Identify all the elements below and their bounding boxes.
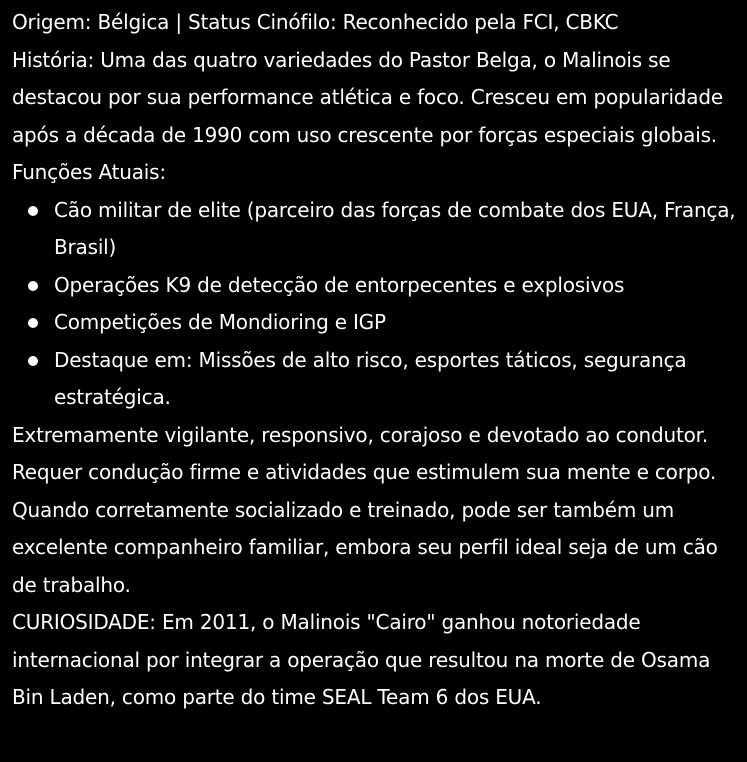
curiosity-paragraph: CURIOSIDADE: Em 2011, o Malinois "Cairo" ganhou notoriedade internacional por integrar a operação que resultou na morte de Osama Bin Laden, como parte do time SEAL Team 6 dos EUA.: [12, 610, 711, 709]
functions-heading: Funções Atuais:: [12, 160, 166, 184]
list-item: [12, 342, 739, 417]
list-item-text: Operações K9 de detecção de entorpecentes e explosivos: [54, 272, 625, 297]
list-item: [12, 304, 739, 342]
history-paragraph: História: Uma das quatro variedades do Pastor Belga, o Malinois se destacou por sua performance atlética e foco. Cresceu em popularidade após a década de 1990 com uso crescente por forças especiais globais.: [12, 47, 723, 147]
bullet-icon: [28, 206, 38, 216]
bullet-icon: [28, 281, 38, 291]
list-item: [12, 267, 739, 305]
temperament-paragraph: Extremamente vigilante, responsivo, corajoso e devotado ao condutor. Requer condução firme e atividades que estimulem sua mente e corpo. Quando corretamente socializado e treinado, pode ser também um excelente companheiro familiar, embora seu perfil ideal seja de um cão de trabalho.: [12, 422, 718, 597]
bullet-icon: [28, 356, 38, 366]
list-item-text: Competições de Mondioring e IGP: [54, 310, 386, 334]
list-item: [12, 192, 739, 267]
list-item-text: Cão militar de elite (parceiro das forças de combate dos EUA, França, Brasil): [54, 197, 736, 259]
origin-status-line: Origem: Bélgica | Status Cinófilo: Reconhecido pela FCI, CBKC: [12, 10, 619, 34]
list-item-text: Destaque em: Missões de alto risco, esportes táticos, segurança estratégica.: [54, 347, 687, 409]
functions-list: [12, 192, 739, 417]
bullet-icon: [28, 318, 38, 328]
